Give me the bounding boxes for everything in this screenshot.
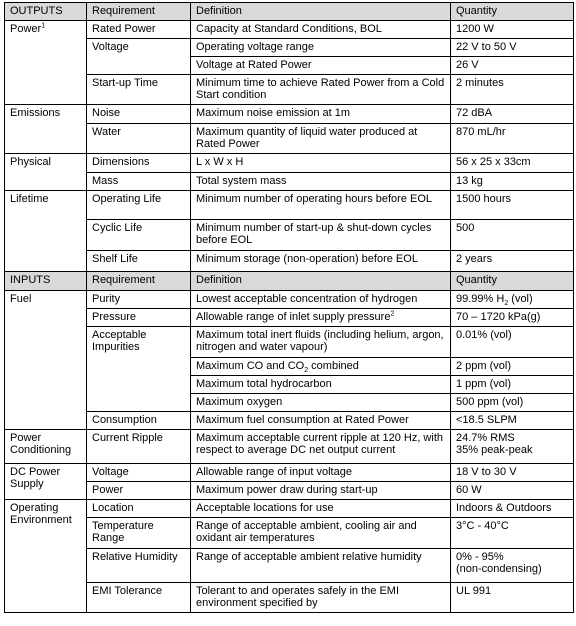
pressure-definition: Allowable range of inlet supply pressure xyxy=(196,311,391,323)
definition-cell: Minimum number of operating hours before EOL xyxy=(191,191,451,220)
physical-category-cell: Physical xyxy=(5,154,87,191)
purity-unit: (vol) xyxy=(508,293,533,305)
quantity-cell xyxy=(451,549,574,583)
quantity-cell: 1 ppm (vol) xyxy=(451,376,574,394)
table-row xyxy=(5,549,574,583)
table-row xyxy=(5,251,574,272)
emissions-category-cell: Emissions xyxy=(5,105,87,154)
definition-cell: Tolerant to and operates safely in the EMI environment specified by xyxy=(191,583,451,613)
quantity-column-header: Quantity xyxy=(451,272,574,291)
table-row xyxy=(5,291,574,309)
co-definition-suffix: combined xyxy=(308,360,359,372)
table-row xyxy=(5,191,574,220)
requirement-cell: Temperature Range xyxy=(87,518,191,549)
definition-cell: Total system mass xyxy=(191,173,451,191)
definition-column-header: Definition xyxy=(191,3,451,21)
definition-cell: Maximum power draw during start-up xyxy=(191,482,451,500)
power-category-label: Power xyxy=(10,23,42,35)
requirement-cell: Location xyxy=(87,500,191,518)
requirement-cell: Relative Humidity xyxy=(87,549,191,583)
requirement-cell: Voltage xyxy=(87,39,191,75)
table-row xyxy=(5,105,574,124)
definition-cell: Voltage at Rated Power xyxy=(191,57,451,75)
quantity-column-header: Quantity xyxy=(451,3,574,21)
quantity-cell: 72 dBA xyxy=(451,105,574,124)
outputs-header-row xyxy=(5,3,574,21)
quantity-cell xyxy=(451,291,574,309)
definition-cell: Maximum fuel consumption at Rated Power xyxy=(191,412,451,430)
requirement-cell: EMI Tolerance xyxy=(87,583,191,613)
humidity-note: (non-condensing) xyxy=(456,563,542,575)
definition-cell: Lowest acceptable concentration of hydrogen xyxy=(191,291,451,309)
table-row xyxy=(5,173,574,191)
specification-table xyxy=(4,2,574,613)
definition-cell: Maximum acceptable current ripple at 120 Hz, with respect to average DC net output current xyxy=(191,430,451,464)
quantity-cell: 500 xyxy=(451,220,574,251)
table-row xyxy=(5,430,574,464)
subscript-2: 2 xyxy=(504,300,509,308)
ripple-rms-value: 24.7% RMS xyxy=(456,432,515,444)
quantity-cell xyxy=(451,430,574,464)
power-category-cell xyxy=(5,21,87,105)
quantity-cell: 870 mL/hr xyxy=(451,124,574,154)
table-row xyxy=(5,482,574,500)
table-row xyxy=(5,75,574,105)
subscript-2: 2 xyxy=(304,367,309,375)
table-row xyxy=(5,309,574,327)
table-row xyxy=(5,154,574,173)
quantity-cell: 1500 hours xyxy=(451,191,574,220)
definition-cell: Allowable range of input voltage xyxy=(191,464,451,482)
quantity-cell: 1200 W xyxy=(451,21,574,39)
requirement-column-header: Requirement xyxy=(87,272,191,291)
quantity-cell: 26 V xyxy=(451,57,574,75)
definition-cell: Range of acceptable ambient relative humidity xyxy=(191,549,451,583)
purity-value: 99.99% H xyxy=(456,293,505,305)
quantity-cell: 22 V to 50 V xyxy=(451,39,574,57)
requirement-cell: Rated Power xyxy=(87,21,191,39)
quantity-cell: 2 ppm (vol) xyxy=(451,358,574,376)
definition-cell: Minimum time to achieve Rated Power from a Cold Start condition xyxy=(191,75,451,105)
quantity-cell: 3°C - 40°C xyxy=(451,518,574,549)
definition-cell: Range of acceptable ambient, cooling air and oxidant air temperatures xyxy=(191,518,451,549)
quantity-cell: <18.5 SLPM xyxy=(451,412,574,430)
definition-cell: Capacity at Standard Conditions, BOL xyxy=(191,21,451,39)
definition-column-header: Definition xyxy=(191,272,451,291)
quantity-cell: 60 W xyxy=(451,482,574,500)
requirement-cell: Shelf Life xyxy=(87,251,191,272)
table-row xyxy=(5,327,574,358)
requirement-cell: Water xyxy=(87,124,191,154)
definition-cell: Maximum total inert fluids (including helium, argon, nitrogen and water vapour) xyxy=(191,327,451,358)
requirement-cell: Purity xyxy=(87,291,191,309)
quantity-cell: 70 – 1720 kPa(g) xyxy=(451,309,574,327)
footnote-marker: 1 xyxy=(41,22,46,30)
requirement-cell: Noise xyxy=(87,105,191,124)
requirement-cell: Cyclic Life xyxy=(87,220,191,251)
definition-cell: Minimum storage (non-operation) before EOL xyxy=(191,251,451,272)
table-row xyxy=(5,21,574,39)
quantity-cell: UL 991 xyxy=(451,583,574,613)
co-definition: Maximum CO and CO xyxy=(196,360,305,372)
quantity-cell: Indoors & Outdoors xyxy=(451,500,574,518)
requirement-cell: Pressure xyxy=(87,309,191,327)
requirement-cell: Start-up Time xyxy=(87,75,191,105)
humidity-range-value: 0% - 95% xyxy=(456,551,504,563)
inputs-header-row xyxy=(5,272,574,291)
definition-cell: Maximum oxygen xyxy=(191,394,451,412)
requirement-cell: Acceptable Impurities xyxy=(87,327,191,412)
requirement-cell: Dimensions xyxy=(87,154,191,173)
quantity-cell: 18 V to 30 V xyxy=(451,464,574,482)
quantity-cell: 0.01% (vol) xyxy=(451,327,574,358)
footnote-marker: 2 xyxy=(390,310,395,318)
table-row xyxy=(5,464,574,482)
quantity-cell: 56 x 25 x 33cm xyxy=(451,154,574,173)
lifetime-category-cell: Lifetime xyxy=(5,191,87,272)
requirement-cell: Current Ripple xyxy=(87,430,191,464)
requirement-cell: Consumption xyxy=(87,412,191,430)
dc-power-supply-category-cell: DC Power Supply xyxy=(5,464,87,500)
definition-cell: Acceptable locations for use xyxy=(191,500,451,518)
quantity-cell: 2 minutes xyxy=(451,75,574,105)
table-row xyxy=(5,124,574,154)
definition-cell xyxy=(191,309,451,327)
requirement-column-header: Requirement xyxy=(87,3,191,21)
definition-cell: Maximum quantity of liquid water produced at Rated Power xyxy=(191,124,451,154)
table-row xyxy=(5,412,574,430)
table-row xyxy=(5,518,574,549)
table-row xyxy=(5,39,574,57)
requirement-cell: Operating Life xyxy=(87,191,191,220)
definition-cell: Minimum number of start-up & shut-down cycles before EOL xyxy=(191,220,451,251)
requirement-cell: Mass xyxy=(87,173,191,191)
table-row xyxy=(5,500,574,518)
ripple-peak-value: 35% peak-peak xyxy=(456,444,533,456)
table-row xyxy=(5,583,574,613)
quantity-cell: 2 years xyxy=(451,251,574,272)
requirement-cell: Voltage xyxy=(87,464,191,482)
definition-cell: Operating voltage range xyxy=(191,39,451,57)
quantity-cell: 500 ppm (vol) xyxy=(451,394,574,412)
requirement-cell: Power xyxy=(87,482,191,500)
definition-cell: L x W x H xyxy=(191,154,451,173)
table-row xyxy=(5,220,574,251)
power-conditioning-category-cell: Power Conditioning xyxy=(5,430,87,464)
fuel-category-cell: Fuel xyxy=(5,291,87,430)
inputs-section-header: INPUTS xyxy=(5,272,87,291)
operating-environment-category-cell: Operating Environment xyxy=(5,500,87,613)
definition-cell: Maximum total hydrocarbon xyxy=(191,376,451,394)
quantity-cell: 13 kg xyxy=(451,173,574,191)
outputs-section-header: OUTPUTS xyxy=(5,3,87,21)
definition-cell: Maximum noise emission at 1m xyxy=(191,105,451,124)
definition-cell xyxy=(191,358,451,376)
